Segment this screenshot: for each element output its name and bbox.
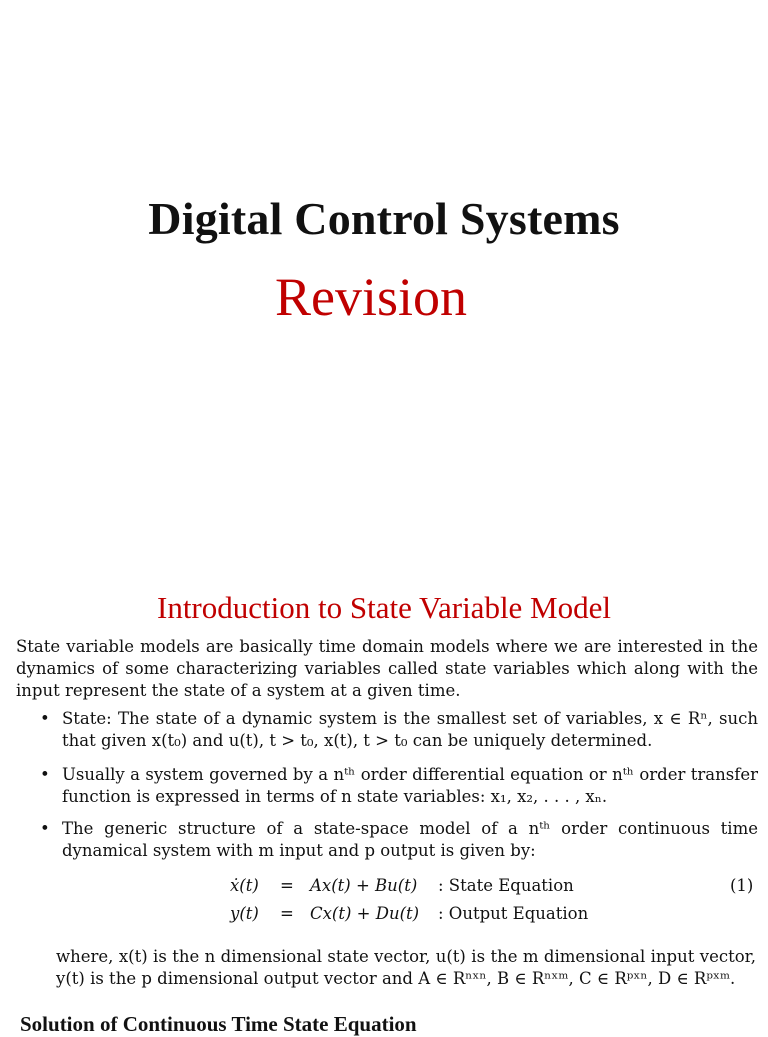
next-section-heading: Solution of Continuous Time State Equation: [20, 1012, 417, 1036]
equals-sign: =: [280, 904, 294, 923]
bullet-item-state: [40, 708, 758, 752]
bullet-text: The generic structure of a state-space model of a nᵗʰ order continuous time dynamical system with m input and p output is given by:: [62, 819, 758, 860]
page-subtitle: Revision: [274, 267, 467, 327]
equation-lhs: y(t): [230, 904, 259, 923]
equals-sign: =: [280, 876, 294, 895]
bullet-item-order: [40, 764, 758, 808]
equation-number: (1): [730, 876, 754, 895]
equation-rhs: Cx(t) + Du(t): [310, 904, 420, 923]
bullet-icon: •: [40, 819, 50, 838]
equation-label: : State Equation: [438, 876, 574, 895]
equation-label: : Output Equation: [438, 904, 589, 923]
section-heading: Introduction to State Variable Model: [157, 590, 611, 625]
bullet-icon: •: [40, 709, 50, 728]
bullet-item-generic-structure: [40, 818, 758, 862]
equation-lhs: ẋ(t): [230, 876, 259, 895]
output-equation: [0, 904, 768, 928]
bullet-icon: •: [40, 765, 50, 784]
state-equation: [0, 876, 768, 900]
bullet-text: State: The state of a dynamic system is the smallest set of variables, x ∈ Rⁿ, such that given x(t₀) and u(t), t > t₀, x(t), t > t₀ can be uniquely determined.: [62, 709, 758, 750]
bullet-text: Usually a system governed by a nᵗʰ order differential equation or nᵗʰ order transfer function is expressed in terms of n state variables: x₁, x₂, . . . , xₙ.: [62, 765, 758, 806]
intro-paragraph: State variable models are basically time domain models where we are interested in the dynamics of some characterizing variables called state variables which along with the input represent the state of a system at a given time.: [16, 637, 758, 700]
equation-rhs: Ax(t) + Bu(t): [310, 876, 418, 895]
page-title: Digital Control Systems: [148, 193, 620, 244]
where-paragraph: where, x(t) is the n dimensional state vector, u(t) is the m dimensional input vector, y(t) is the p dimensional output vector and A ∈ Rⁿˣⁿ, B ∈ Rⁿˣᵐ, C ∈ Rᵖˣⁿ, D ∈ Rᵖˣᵐ.: [56, 947, 756, 988]
